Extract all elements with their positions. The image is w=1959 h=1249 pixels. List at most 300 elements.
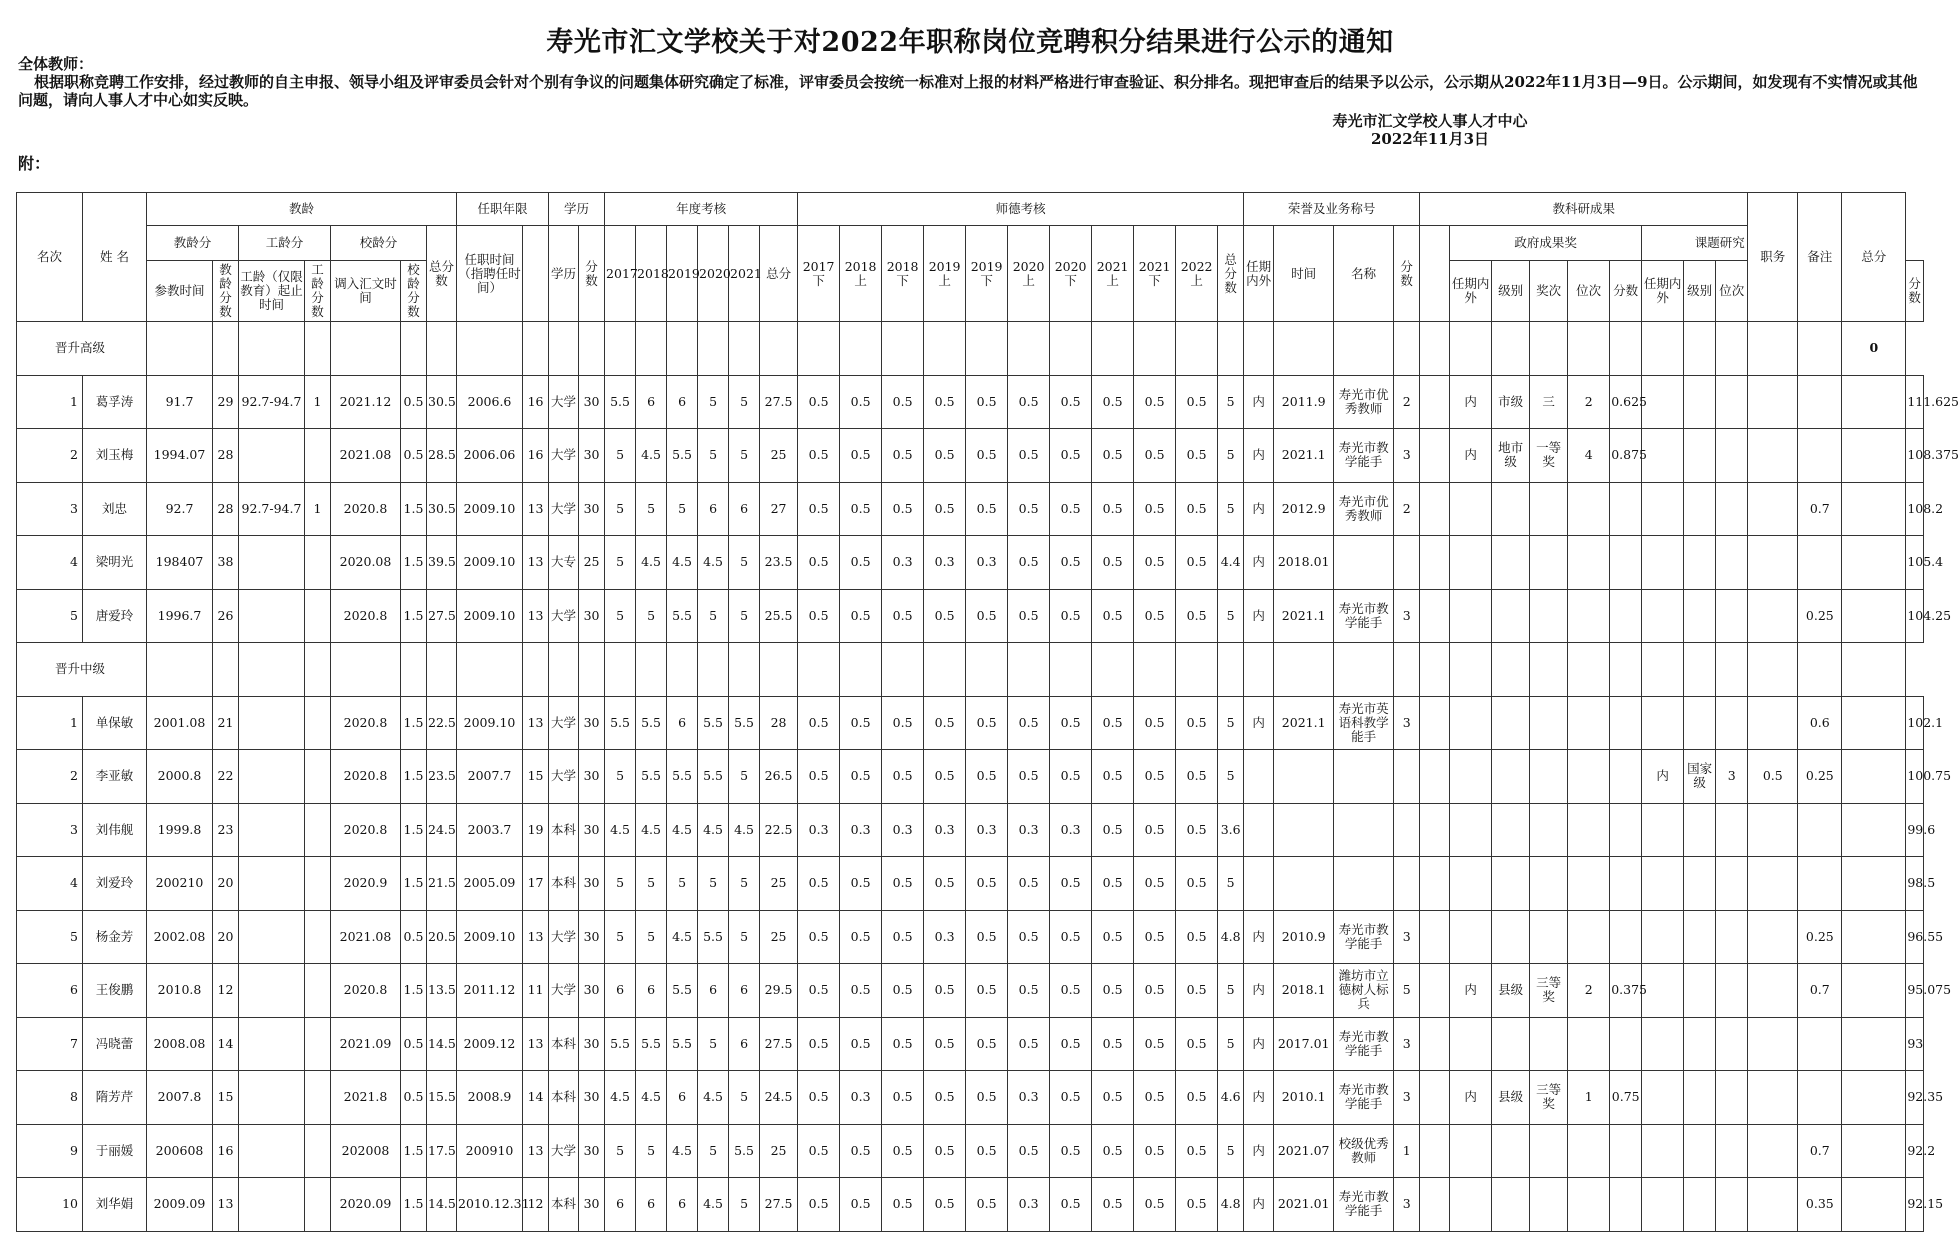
table-cell: 0.5 bbox=[1092, 910, 1134, 964]
table-cell: 0.5 bbox=[798, 910, 840, 964]
table-cell bbox=[667, 322, 698, 376]
table-cell: 内 bbox=[1244, 482, 1274, 536]
header-award-score: 分数 bbox=[1610, 261, 1642, 322]
table-cell: 11 bbox=[523, 964, 549, 1018]
table-cell: 0.5 bbox=[1008, 696, 1050, 750]
table-cell: 0.5 bbox=[882, 1124, 924, 1178]
table-cell bbox=[729, 643, 760, 697]
table-cell bbox=[1492, 536, 1530, 590]
table-cell: 2020.08 bbox=[331, 536, 401, 590]
table-cell: 30.5 bbox=[427, 482, 457, 536]
table-cell: 0.5 bbox=[1176, 536, 1218, 590]
table-cell: 4.5 bbox=[636, 429, 667, 483]
table-cell: 12 bbox=[213, 964, 239, 1018]
table-cell: 5 bbox=[698, 589, 729, 643]
table-cell: 0.5 bbox=[1176, 1124, 1218, 1178]
table-cell bbox=[1716, 696, 1748, 750]
table-cell: 1.5 bbox=[401, 536, 427, 590]
table-cell: 0.3 bbox=[798, 803, 840, 857]
header-renzhi: 任职年限 bbox=[457, 193, 549, 226]
table-cell bbox=[213, 322, 239, 376]
table-cell: 0.5 bbox=[840, 750, 882, 804]
table-cell bbox=[1450, 482, 1492, 536]
table-cell: 5.5 bbox=[729, 1124, 760, 1178]
table-row bbox=[17, 375, 1924, 429]
table-cell bbox=[1684, 536, 1716, 590]
table-cell: 大学 bbox=[549, 375, 579, 429]
table-cell bbox=[239, 1178, 305, 1232]
table-cell: 内 bbox=[1450, 1071, 1492, 1125]
table-cell bbox=[1420, 643, 1450, 697]
table-cell: 200910 bbox=[457, 1124, 523, 1178]
rank-cell: 5 bbox=[17, 589, 83, 643]
table-cell: 2011.9 bbox=[1274, 375, 1334, 429]
table-cell: 大学 bbox=[549, 429, 579, 483]
table-cell: 13 bbox=[523, 910, 549, 964]
table-cell bbox=[667, 643, 698, 697]
table-cell: 1 bbox=[1394, 1124, 1420, 1178]
table-cell: 5 bbox=[636, 482, 667, 536]
table-cell: 17 bbox=[523, 857, 549, 911]
table-cell: 0.5 bbox=[1050, 750, 1092, 804]
table-cell bbox=[1334, 857, 1394, 911]
table-cell: 6 bbox=[667, 1178, 698, 1232]
table-cell: 1.5 bbox=[401, 589, 427, 643]
table-cell bbox=[1568, 803, 1610, 857]
table-cell: 0.5 bbox=[966, 964, 1008, 1018]
total-cell: 92.15 bbox=[1906, 1178, 1924, 1232]
header-total-score: 总分数 bbox=[427, 226, 457, 322]
table-cell: 4.5 bbox=[667, 803, 698, 857]
table-cell: 2020.9 bbox=[331, 857, 401, 911]
table-cell: 5 bbox=[1218, 857, 1244, 911]
table-cell: 0.5 bbox=[966, 429, 1008, 483]
table-cell: 2018.01 bbox=[1274, 536, 1334, 590]
table-cell: 0.5 bbox=[1092, 964, 1134, 1018]
table-cell bbox=[698, 322, 729, 376]
table-cell bbox=[1642, 643, 1684, 697]
table-cell bbox=[401, 643, 427, 697]
table-cell bbox=[1568, 589, 1610, 643]
rank-cell: 4 bbox=[17, 857, 83, 911]
table-cell: 0.5 bbox=[798, 750, 840, 804]
table-cell: 5 bbox=[1218, 964, 1244, 1018]
table-cell: 寿光市教学能手 bbox=[1334, 1071, 1394, 1125]
table-cell: 16 bbox=[523, 429, 549, 483]
table-cell: 0.5 bbox=[1050, 964, 1092, 1018]
table-cell bbox=[1450, 1017, 1492, 1071]
table-cell: 21.5 bbox=[427, 857, 457, 911]
table-cell: 2009.10 bbox=[457, 696, 523, 750]
table-cell: 0.5 bbox=[401, 375, 427, 429]
table-cell: 0.5 bbox=[798, 1178, 840, 1232]
header-s7: 2020下 bbox=[1050, 226, 1092, 322]
table-cell: 0.5 bbox=[924, 429, 966, 483]
header-total: 总分 bbox=[1842, 193, 1906, 322]
table-cell: 0.5 bbox=[882, 1017, 924, 1071]
table-cell: 2020.8 bbox=[331, 482, 401, 536]
table-cell bbox=[1530, 589, 1568, 643]
table-cell: 0.5 bbox=[1134, 857, 1176, 911]
table-cell: 6 bbox=[729, 964, 760, 1018]
table-cell: 0.3 bbox=[1050, 803, 1092, 857]
table-cell: 大专 bbox=[549, 536, 579, 590]
table-cell: 0.5 bbox=[1050, 482, 1092, 536]
table-cell bbox=[1568, 1124, 1610, 1178]
table-cell bbox=[1530, 482, 1568, 536]
table-cell bbox=[1334, 803, 1394, 857]
rank-cell: 8 bbox=[17, 1071, 83, 1125]
table-cell: 14 bbox=[523, 1071, 549, 1125]
table-cell: 20 bbox=[213, 910, 239, 964]
table-cell: 5.5 bbox=[636, 1017, 667, 1071]
table-cell bbox=[840, 322, 882, 376]
table-cell bbox=[1748, 696, 1798, 750]
table-cell: 20 bbox=[213, 857, 239, 911]
table-cell: 2010.1 bbox=[1274, 1071, 1334, 1125]
table-cell: 大学 bbox=[549, 910, 579, 964]
header-y2017: 2017 bbox=[605, 226, 636, 322]
table-cell bbox=[1420, 1124, 1450, 1178]
table-cell bbox=[427, 322, 457, 376]
rank-cell: 3 bbox=[17, 482, 83, 536]
rank-cell: 3 bbox=[17, 803, 83, 857]
table-cell: 0.5 bbox=[840, 964, 882, 1018]
table-cell: 0.5 bbox=[966, 1124, 1008, 1178]
table-cell: 三 bbox=[1530, 375, 1568, 429]
table-cell: 200608 bbox=[147, 1124, 213, 1178]
table-cell: 0.5 bbox=[1134, 1071, 1176, 1125]
table-cell: 内 bbox=[1642, 750, 1684, 804]
name-cell: 刘爱玲 bbox=[83, 857, 147, 911]
table-cell: 23.5 bbox=[427, 750, 457, 804]
table-cell: 5 bbox=[667, 482, 698, 536]
table-cell: 寿光市优秀教师 bbox=[1334, 482, 1394, 536]
table-cell: 200210 bbox=[147, 857, 213, 911]
table-cell: 0.5 bbox=[966, 696, 1008, 750]
table-cell: 4.5 bbox=[605, 1071, 636, 1125]
header-gov-award: 政府成果奖 bbox=[1450, 226, 1642, 261]
table-cell: 4.5 bbox=[667, 910, 698, 964]
total-cell: 105.4 bbox=[1906, 536, 1924, 590]
table-cell bbox=[1450, 589, 1492, 643]
table-cell: 15 bbox=[213, 1071, 239, 1125]
table-cell: 5.5 bbox=[729, 696, 760, 750]
table-cell bbox=[1716, 1017, 1748, 1071]
table-cell bbox=[305, 589, 331, 643]
table-cell: 2005.09 bbox=[457, 857, 523, 911]
sign-date: 2022年11月3日 bbox=[1370, 130, 1490, 148]
table-cell: 0.5 bbox=[924, 750, 966, 804]
table-cell: 4.5 bbox=[636, 536, 667, 590]
table-cell bbox=[1050, 643, 1092, 697]
table-cell: 5 bbox=[698, 857, 729, 911]
table-cell: 0.5 bbox=[798, 375, 840, 429]
header-appointment-time: 任职时间（指聘任时间） bbox=[457, 226, 523, 322]
table-cell: 27.5 bbox=[760, 375, 798, 429]
table-cell: 0.25 bbox=[1798, 910, 1842, 964]
table-cell: 5 bbox=[729, 750, 760, 804]
document-title: 寿光市汇文学校关于对2022年职称岗位竞聘积分结果进行公示的通知 bbox=[546, 27, 1394, 58]
table-cell bbox=[1450, 857, 1492, 911]
table-cell: 6 bbox=[636, 1178, 667, 1232]
table-cell bbox=[1394, 803, 1420, 857]
table-cell bbox=[1568, 1178, 1610, 1232]
table-cell: 内 bbox=[1450, 964, 1492, 1018]
table-cell: 5 bbox=[605, 910, 636, 964]
table-cell bbox=[1798, 429, 1842, 483]
table-cell: 2002.08 bbox=[147, 910, 213, 964]
total-cell: 92.35 bbox=[1906, 1071, 1924, 1125]
table-cell: 28.5 bbox=[427, 429, 457, 483]
table-cell: 30 bbox=[579, 857, 605, 911]
table-cell bbox=[1798, 1071, 1842, 1125]
table-cell bbox=[1274, 803, 1334, 857]
header-y2018: 2018 bbox=[636, 226, 667, 322]
table-cell: 13 bbox=[523, 1017, 549, 1071]
table-cell bbox=[1530, 1124, 1568, 1178]
table-cell: 0.5 bbox=[1008, 1017, 1050, 1071]
table-cell: 5 bbox=[636, 910, 667, 964]
table-cell bbox=[966, 322, 1008, 376]
header-award-position: 位次 bbox=[1568, 261, 1610, 322]
table-cell bbox=[1716, 1178, 1748, 1232]
table-cell bbox=[1842, 696, 1906, 750]
name-cell: 单保敏 bbox=[83, 696, 147, 750]
table-cell: 内 bbox=[1244, 1071, 1274, 1125]
table-cell: 0.5 bbox=[1050, 1017, 1092, 1071]
table-cell bbox=[1176, 643, 1218, 697]
table-cell bbox=[1716, 910, 1748, 964]
table-cell: 5 bbox=[1218, 1017, 1244, 1071]
table-cell bbox=[760, 643, 798, 697]
table-cell: 0.5 bbox=[840, 1178, 882, 1232]
table-cell bbox=[1748, 910, 1798, 964]
total-cell: 102.1 bbox=[1906, 696, 1924, 750]
table-cell: 5 bbox=[1394, 964, 1420, 1018]
table-cell: 0.5 bbox=[798, 536, 840, 590]
table-cell bbox=[1492, 803, 1530, 857]
table-cell: 0.5 bbox=[1092, 1017, 1134, 1071]
table-cell bbox=[1684, 322, 1716, 376]
table-cell bbox=[1748, 1071, 1798, 1125]
table-cell bbox=[1492, 857, 1530, 911]
table-cell: 0.5 bbox=[1134, 964, 1176, 1018]
table-cell: 0.5 bbox=[924, 375, 966, 429]
table-cell: 0.5 bbox=[1176, 1017, 1218, 1071]
table-cell: 0.5 bbox=[966, 750, 1008, 804]
header-y2020: 2020 bbox=[698, 226, 729, 322]
table-cell bbox=[729, 322, 760, 376]
table-cell: 2020.8 bbox=[331, 803, 401, 857]
table-cell bbox=[1684, 964, 1716, 1018]
table-cell: 5 bbox=[1218, 1124, 1244, 1178]
table-cell bbox=[1842, 429, 1906, 483]
table-cell bbox=[1530, 1017, 1568, 1071]
table-cell bbox=[1610, 1178, 1642, 1232]
table-cell: 0.5 bbox=[1134, 803, 1176, 857]
header-gonglingfen: 工龄分 bbox=[239, 226, 331, 261]
table-cell bbox=[1798, 643, 1842, 697]
name-cell: 梁明光 bbox=[83, 536, 147, 590]
header-project-score: 分数 bbox=[1906, 261, 1924, 322]
table-cell: 25 bbox=[760, 429, 798, 483]
table-cell: 4 bbox=[1568, 429, 1610, 483]
table-cell bbox=[1798, 803, 1842, 857]
table-cell: 三等奖 bbox=[1530, 964, 1568, 1018]
table-cell: 92.7 bbox=[147, 482, 213, 536]
table-cell bbox=[549, 322, 579, 376]
table-cell bbox=[1568, 322, 1610, 376]
table-cell bbox=[305, 322, 331, 376]
header-position: 职务 bbox=[1748, 193, 1798, 322]
table-cell: 0.5 bbox=[924, 964, 966, 1018]
table-cell: 6 bbox=[667, 696, 698, 750]
name-cell: 于丽媛 bbox=[83, 1124, 147, 1178]
header-remark: 备注 bbox=[1798, 193, 1842, 322]
table-cell bbox=[457, 322, 523, 376]
table-cell bbox=[1450, 696, 1492, 750]
table-cell bbox=[1218, 643, 1244, 697]
table-cell bbox=[1642, 964, 1684, 1018]
table-cell: 3 bbox=[1394, 429, 1420, 483]
table-cell: 6 bbox=[636, 375, 667, 429]
table-cell: 本科 bbox=[549, 1017, 579, 1071]
header-xueli: 学历 bbox=[549, 193, 605, 226]
table-cell bbox=[1842, 964, 1906, 1018]
name-cell: 葛孚涛 bbox=[83, 375, 147, 429]
header-gongling-score: 工龄分数 bbox=[305, 261, 331, 322]
header-project: 课题研究 bbox=[1642, 226, 1798, 261]
table-cell: 2010.8 bbox=[147, 964, 213, 1018]
table-cell: 0.5 bbox=[1134, 375, 1176, 429]
table-cell: 0.5 bbox=[840, 910, 882, 964]
table-cell: 5 bbox=[667, 857, 698, 911]
table-cell: 5 bbox=[605, 429, 636, 483]
table-cell: 6 bbox=[605, 1178, 636, 1232]
table-cell: 1.5 bbox=[401, 803, 427, 857]
header-award-term: 任期内外 bbox=[1450, 261, 1492, 322]
header-award-rank: 奖次 bbox=[1530, 261, 1568, 322]
header-project-term: 任期内外 bbox=[1642, 261, 1684, 322]
table-cell: 13 bbox=[523, 536, 549, 590]
table-cell bbox=[239, 1017, 305, 1071]
table-cell: 2021.1 bbox=[1274, 696, 1334, 750]
table-cell bbox=[1842, 589, 1906, 643]
table-cell bbox=[1748, 322, 1798, 376]
table-cell: 寿光市教学能手 bbox=[1334, 589, 1394, 643]
table-cell: 0.5 bbox=[966, 1178, 1008, 1232]
table-cell: 0.5 bbox=[1134, 536, 1176, 590]
table-cell: 4.5 bbox=[729, 803, 760, 857]
table-cell bbox=[1492, 482, 1530, 536]
table-cell: 23.5 bbox=[760, 536, 798, 590]
table-cell bbox=[1420, 482, 1450, 536]
table-cell: 6 bbox=[698, 482, 729, 536]
table-cell: 30 bbox=[579, 696, 605, 750]
total-cell: 99.6 bbox=[1906, 803, 1924, 857]
table-cell: 地市级 bbox=[1492, 429, 1530, 483]
table-cell bbox=[1610, 803, 1642, 857]
table-cell bbox=[1568, 643, 1610, 697]
greeting: 全体教师： bbox=[18, 55, 94, 73]
table-cell bbox=[1684, 1124, 1716, 1178]
table-cell: 0.5 bbox=[1008, 536, 1050, 590]
table-cell: 91.7 bbox=[147, 375, 213, 429]
table-cell: 寿光市教学能手 bbox=[1334, 1017, 1394, 1071]
table-cell: 28 bbox=[213, 429, 239, 483]
table-cell: 内 bbox=[1244, 910, 1274, 964]
header-jiaoling: 教龄 bbox=[147, 193, 457, 226]
score-table bbox=[16, 192, 1959, 1232]
table-row bbox=[17, 1017, 1924, 1071]
table-cell bbox=[305, 857, 331, 911]
table-cell bbox=[1716, 857, 1748, 911]
table-cell bbox=[1530, 857, 1568, 911]
table-cell: 0.5 bbox=[1092, 857, 1134, 911]
table-cell: 2020.8 bbox=[331, 750, 401, 804]
table-cell: 202008 bbox=[331, 1124, 401, 1178]
header-y2021: 2021 bbox=[729, 226, 760, 322]
table-cell bbox=[1610, 322, 1642, 376]
table-cell: 4.5 bbox=[667, 1124, 698, 1178]
table-cell bbox=[1684, 910, 1716, 964]
table-cell bbox=[1492, 643, 1530, 697]
name-cell: 隋芳芹 bbox=[83, 1071, 147, 1125]
table-cell: 38 bbox=[213, 536, 239, 590]
table-cell bbox=[305, 1124, 331, 1178]
table-cell: 0.3 bbox=[1008, 1178, 1050, 1232]
name-cell: 杨金芳 bbox=[83, 910, 147, 964]
table-cell bbox=[1684, 696, 1716, 750]
table-cell bbox=[1716, 964, 1748, 1018]
table-cell: 0.5 bbox=[840, 857, 882, 911]
table-cell: 6 bbox=[729, 482, 760, 536]
table-row bbox=[17, 482, 1924, 536]
table-cell bbox=[239, 964, 305, 1018]
table-cell: 4.5 bbox=[698, 1178, 729, 1232]
table-cell bbox=[1420, 857, 1450, 911]
table-cell: 0.5 bbox=[840, 589, 882, 643]
notice-body bbox=[18, 55, 1923, 109]
table-cell: 0.5 bbox=[924, 1178, 966, 1232]
table-cell: 5 bbox=[698, 1017, 729, 1071]
table-cell: 0.5 bbox=[1008, 750, 1050, 804]
section-label: 晋升中级 bbox=[17, 643, 147, 697]
table-cell bbox=[523, 322, 549, 376]
table-cell bbox=[239, 750, 305, 804]
table-cell: 0.3 bbox=[840, 1071, 882, 1125]
table-cell: 5 bbox=[1218, 696, 1244, 750]
table-cell bbox=[1748, 589, 1798, 643]
table-cell: 92.7-94.7 bbox=[239, 375, 305, 429]
table-cell: 0.5 bbox=[966, 1071, 1008, 1125]
table-cell: 24.5 bbox=[760, 1071, 798, 1125]
table-cell bbox=[1642, 1017, 1684, 1071]
table-row bbox=[17, 910, 1924, 964]
table-cell: 县级 bbox=[1492, 1071, 1530, 1125]
table-cell bbox=[1092, 643, 1134, 697]
table-cell: 1.5 bbox=[401, 750, 427, 804]
table-cell bbox=[1530, 803, 1568, 857]
table-cell: 27.5 bbox=[760, 1178, 798, 1232]
table-cell bbox=[1610, 536, 1642, 590]
header-project-level: 级别 bbox=[1684, 261, 1716, 322]
table-cell bbox=[698, 643, 729, 697]
table-cell: 0.6 bbox=[1798, 696, 1842, 750]
header-research-blank bbox=[1420, 226, 1450, 322]
table-cell bbox=[1684, 643, 1716, 697]
